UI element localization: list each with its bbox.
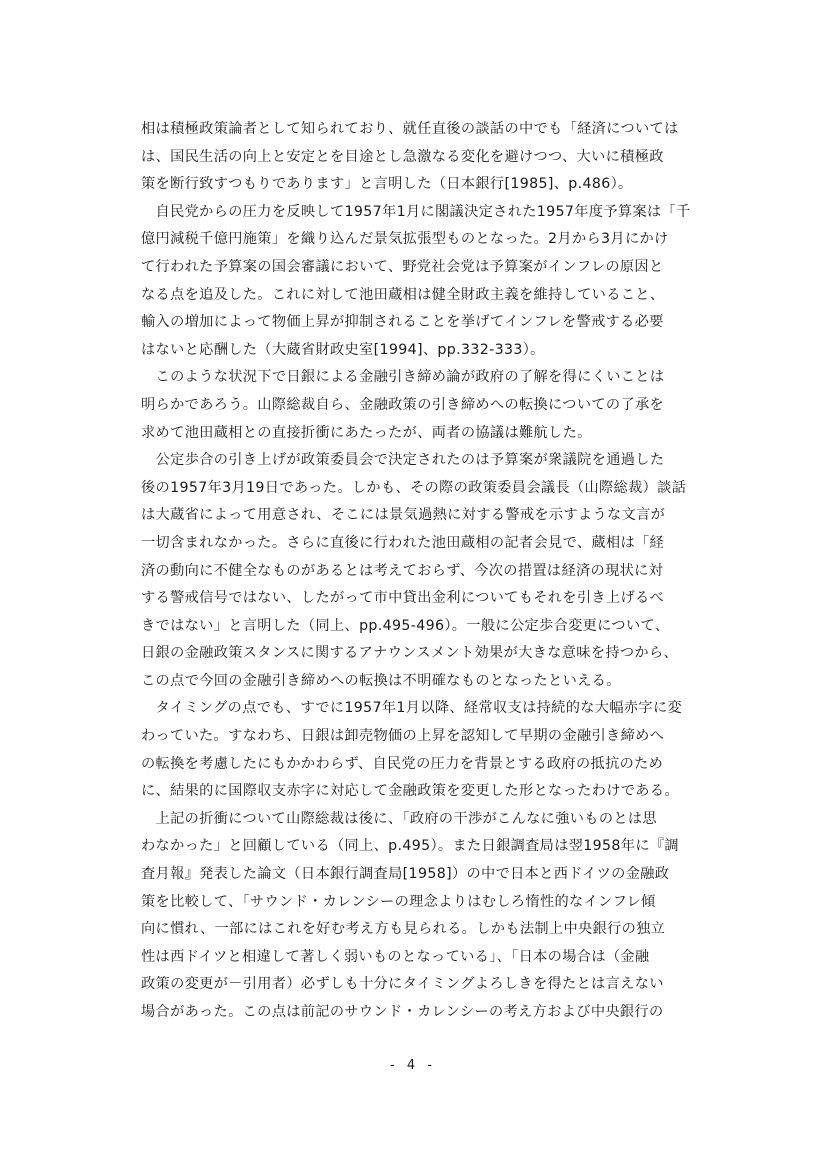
text-line: 明らかであろう。山際総裁自ら、金融政策の引き締めへの転換についての了承を [141,396,665,413]
text-line: 相は積極政策論者として知られており、就任直後の談話の中でも「経済については [141,121,679,137]
text-line: 場合があった。この点は前記のサウンド・カレンシーの考え方および中央銀行の [141,1004,664,1020]
text-line: は、国民生活の向上と安定とを目途とし急激なる変化を避けつつ、大いに積極政 [141,148,664,165]
text-line: 自民党からの圧力を反映して1957年1月に閣議決定された1957年度予算案は「千 [141,203,691,220]
text-line: このような状況下で日銀による金融引き締め論が政府の了解を得にくいことは [141,369,665,386]
text-line: は大蔵省によって用意され、そこには景気過熱に対する警戒を示すような文言が [141,507,666,524]
text-line: 一切含まれなかった。さらに直後に行われた池田蔵相の記者会見で、蔵相は「経 [141,534,665,551]
text-line: 済の動向に不健全なものがあるとは考えておらず、今次の措置は経済の現状に対 [141,562,664,579]
text-line: 策を比較して、「サウンド・カレンシーの理念よりはむしろ惰性的なインフレ傾 [141,893,656,910]
text-line: 後の1957年3月19日であった。しかも、その際の政策委員会議長（山際総裁）談話 [141,479,687,496]
text-line: 策を断行致すつもりであります」と言明した（日本銀行[1985]、p.486）。 [141,176,633,193]
text-line: 億円減税千億円施策」を織り込んだ景気拡張型ものとなった。2月から3月にかけ [141,231,669,248]
text-line: なる点を追及した。これに対して池田蔵相は健全財政主義を維持していること、 [141,286,665,303]
text-line: 査月報』発表した論文（日本銀行調査局[1958]）の中で日本と西ドイツの金融政 [141,866,670,883]
text-line: に、結果的に国際収支赤字に対応して金融政策を変更した形となったわけである。 [141,783,679,800]
text-line: て行われた予算案の国会審議において、野党社会党は予算案がインフレの原因と [141,258,664,275]
text-line: 性は西ドイツと相違して著しく弱いものとなっている」、「日本の場合は（金融 [141,948,650,965]
text-line: 公定歩合の引き上げが政策委員会で決定されたのは予算案が衆議院を通過した [141,452,665,469]
text-line: 求めて池田蔵相との直接折衝にあたったが、両者の協議は難航した。 [141,424,592,441]
text-line: きではない」と言明した（同上、pp.495-496）。一般に公定歩合変更について、 [141,617,670,634]
text-line: の転換を考慮したにもかかわらず、自民党の圧力を背景とする政府の抵抗のため [141,755,664,772]
text-line: 上記の折衝について山際総裁は後に、「政府の干渉がこんなに強いものとは思 [141,810,657,827]
text-line: わなかった」と回顧している（同上、p.495）。また日銀調査局は翌1958年に『調 [141,838,679,855]
text-line: 日銀の金融政策スタンスに関するアナウンスメント効果が大きな意味を持つから、 [141,645,679,662]
page-number: - 4 - [390,1058,436,1073]
body-text [141,116,713,1027]
text-line: タイミングの点でも、すでに1957年1月以降、経常収支は持続的な大幅赤字に変 [141,700,683,717]
text-line: する警戒信号ではない、したがって市中貸出金利についてもそれを引き上げるべ [141,590,665,607]
text-line: 輸入の増加によって物価上昇が抑制されることを挙げてインフレを警戒する必要 [141,314,664,331]
text-line: はないと応酬した（大蔵省財政史室[1994]、pp.332-333）。 [141,341,545,358]
text-line: この点で今回の金融引き締めへの転換は不明確なものとなったといえる。 [141,672,621,689]
text-line: 向に慣れ、一部にはこれを好む考え方も見られる。しかも法制上中央銀行の独立 [141,921,666,938]
text-line: わっていた。すなわち、日銀は卸売物価の上昇を認知して早期の金融引き締めへ [141,728,665,745]
text-line: 政策の変更が－引用者）必ずしも十分にタイミングよろしきを得たとは言えない [141,976,664,993]
